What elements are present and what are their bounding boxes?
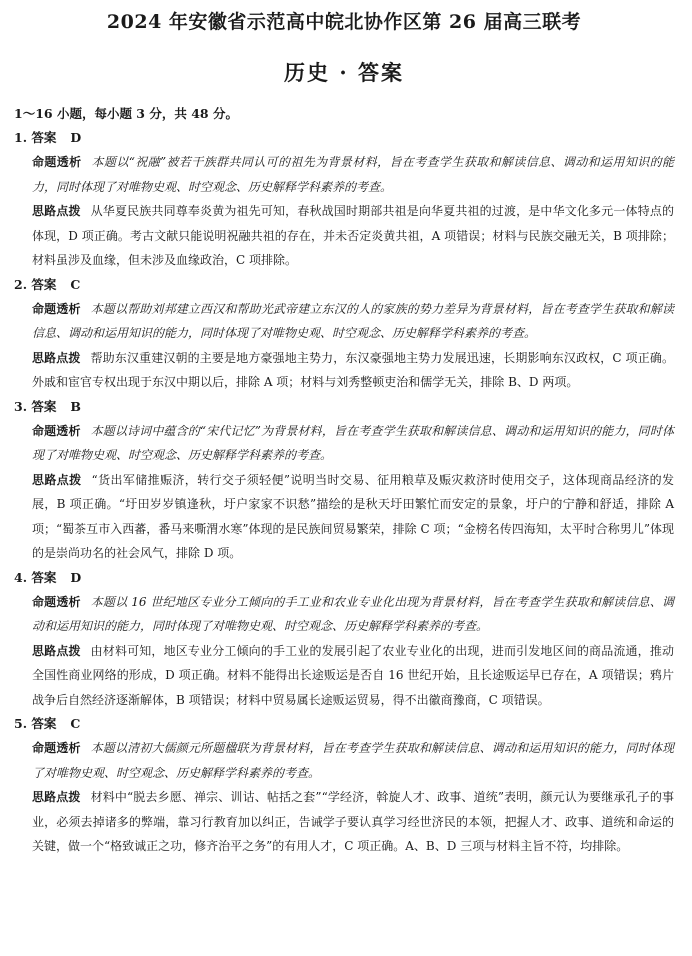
question-block xyxy=(14,566,674,713)
question-answer-line xyxy=(14,395,674,419)
analysis-text: 本题以帮助刘邦建立西汉和帮助光武帝建立东汉的人的家族的势力差异为背景材料，旨在考查学生获取和解读信息、调动和运用知识的能力，同时体现了对唯物史观、时空观念、历史解释学科素养的考查。 xyxy=(32,301,674,340)
question-block xyxy=(14,395,674,566)
analysis-paragraph xyxy=(14,736,674,785)
question-block xyxy=(14,273,674,395)
analysis-paragraph xyxy=(14,419,674,468)
hint-paragraph xyxy=(14,639,674,713)
hint-paragraph xyxy=(14,468,674,566)
analysis-label: 命题透析 xyxy=(32,301,81,316)
question-block xyxy=(14,126,674,273)
question-block xyxy=(14,712,674,859)
hint-label: 思路点拨 xyxy=(32,643,81,658)
analysis-label: 命题透析 xyxy=(32,423,81,438)
hint-text: 从华夏民族共同尊奉炎黄为祖先可知，春秋战国时期部共祖是向华夏共祖的过渡，是中华文化多元一体特点的体现，D 项正确。考古文献只能说明祝融共祖的存在，并未否定炎黄共祖，A 项错误；材料与民族交融无关，B 项排除；材料虽涉及血缘，但未涉及血缘政治，C 项排除。 xyxy=(32,204,674,267)
hint-label: 思路点拨 xyxy=(32,472,82,487)
question-answer-line xyxy=(14,566,674,590)
answer-letter: D xyxy=(70,569,82,585)
analysis-label: 命题透析 xyxy=(32,594,81,609)
hint-paragraph xyxy=(14,346,674,395)
exam-title: 2024 年安徽省示范高中皖北协作区第 26 届高三联考 xyxy=(106,11,582,33)
hint-text: 帮助东汉重建汉朝的主要是地方豪强地主势力，东汉豪强地主势力发展迅速，长期影响东汉政权，C 项正确。外戚和宦官专权出现于东汉中期以后，排除 A 项；材料与刘秀整顿吏治和儒学无关，排除 B、D 两项。 xyxy=(32,350,674,389)
hint-label: 思路点拨 xyxy=(32,350,81,365)
answer-letter: B xyxy=(70,398,81,414)
analysis-paragraph xyxy=(14,150,674,199)
question-number: 4. 答案 xyxy=(14,569,57,585)
hint-paragraph xyxy=(14,199,674,273)
question-number: 5. 答案 xyxy=(14,716,57,731)
hint-text: 材料中“脱去乡愿、禅宗、训诂、帖括之套”“学经济，斡旋人才、政事、道统”表明，颜元认为要继承孔子的事业，必须去掉诸多的弊端，靠习行教育加以纠正，告诫学子要认真学习经世济民的本领，把握人才、政事、道统和命运的关键，做一个“格致诚正之功，修齐治平之务”的有用人才，C 项正确。A、B、D 三项与材料主旨不符，均排除。 xyxy=(32,790,674,853)
analysis-label: 命题透析 xyxy=(32,155,82,169)
scoring-intro: 1～16 小题，每小题 3 分，共 48 分。 xyxy=(14,106,238,121)
question-answer-line xyxy=(14,273,674,297)
hint-text: 由材料可知，地区专业分工倾向的手工业的发展引起了农业专业化的出现，进而引发地区间的商品流通，推动全国性商业网络的形成，D 项正确。材料不能得出长途贩运是否自 16 世纪开始，且长途贩运早已存在，A 项错误；鸦片战争后自然经济逐渐解体，B 项错误；材料中贸易属长途贩运贸易，得不出徽商豫商，C 项错误。 xyxy=(32,643,674,707)
answer-letter: C xyxy=(70,716,81,731)
analysis-paragraph xyxy=(14,590,674,639)
question-answer-line xyxy=(14,126,674,150)
answer-letter: D xyxy=(70,130,82,145)
analysis-label: 命题透析 xyxy=(32,741,81,755)
analysis-text: 本题以诗词中蕴含的“宋代记忆”为背景材料，旨在考查学生获取和解读信息、调动和运用知识的能力，同时体现了对唯物史观、时空观念、历史解释学科素养的考查。 xyxy=(32,423,674,462)
subject-title: 历史 · 答案 xyxy=(284,60,404,85)
analysis-text: 本题以“祝融”被若干族群共同认可的祖先为背景材料，旨在考查学生获取和解读信息、调动和运用知识的能力，同时体现了对唯物史观、时空观念、历史解释学科素养的考查。 xyxy=(32,155,674,194)
analysis-text: 本题以 16 世纪地区专业分工倾向的手工业和农业专业化出现为背景材料，旨在考查学生获取和解读信息、调动和运用知识的能力，同时体现了对唯物史观、时空观念、历史解释学科素养的考查。 xyxy=(32,594,674,633)
analysis-text: 本题以清初大儒颜元所题楹联为背景材料，旨在考查学生获取和解读信息、调动和运用知识的能力，同时体现了对唯物史观、时空观念、历史解释学科素养的考查。 xyxy=(32,741,674,780)
analysis-paragraph xyxy=(14,297,674,346)
hint-text: “货出军储推赈济，转行交子须轻便”说明当时交易、征用粮草及赈灾救济时使用交子，这体现商品经济的发展，B 项正确。“圩田岁岁镇逢秋，圩户家家不识愁”描绘的是秋天圩田繁忙而安定的景象，圩户的宁静和舒适，排除 A 项；“蜀茶互市入西蕃，番马来嘶渭水寒”体现的是民族间贸易繁荣，排除 C 项；“金榜名传四海知，太平时合称男儿”体现的是崇尚功名的社会风气，排除 D 项。 xyxy=(32,472,674,560)
question-answer-line xyxy=(14,712,674,736)
question-list xyxy=(14,126,674,859)
hint-label: 思路点拨 xyxy=(32,204,81,218)
question-number: 3. 答案 xyxy=(14,398,57,414)
hint-paragraph xyxy=(14,785,674,859)
question-number: 2. 答案 xyxy=(14,276,57,292)
question-number: 1. 答案 xyxy=(14,130,57,145)
hint-label: 思路点拨 xyxy=(32,790,81,804)
answer-letter: C xyxy=(70,276,81,292)
